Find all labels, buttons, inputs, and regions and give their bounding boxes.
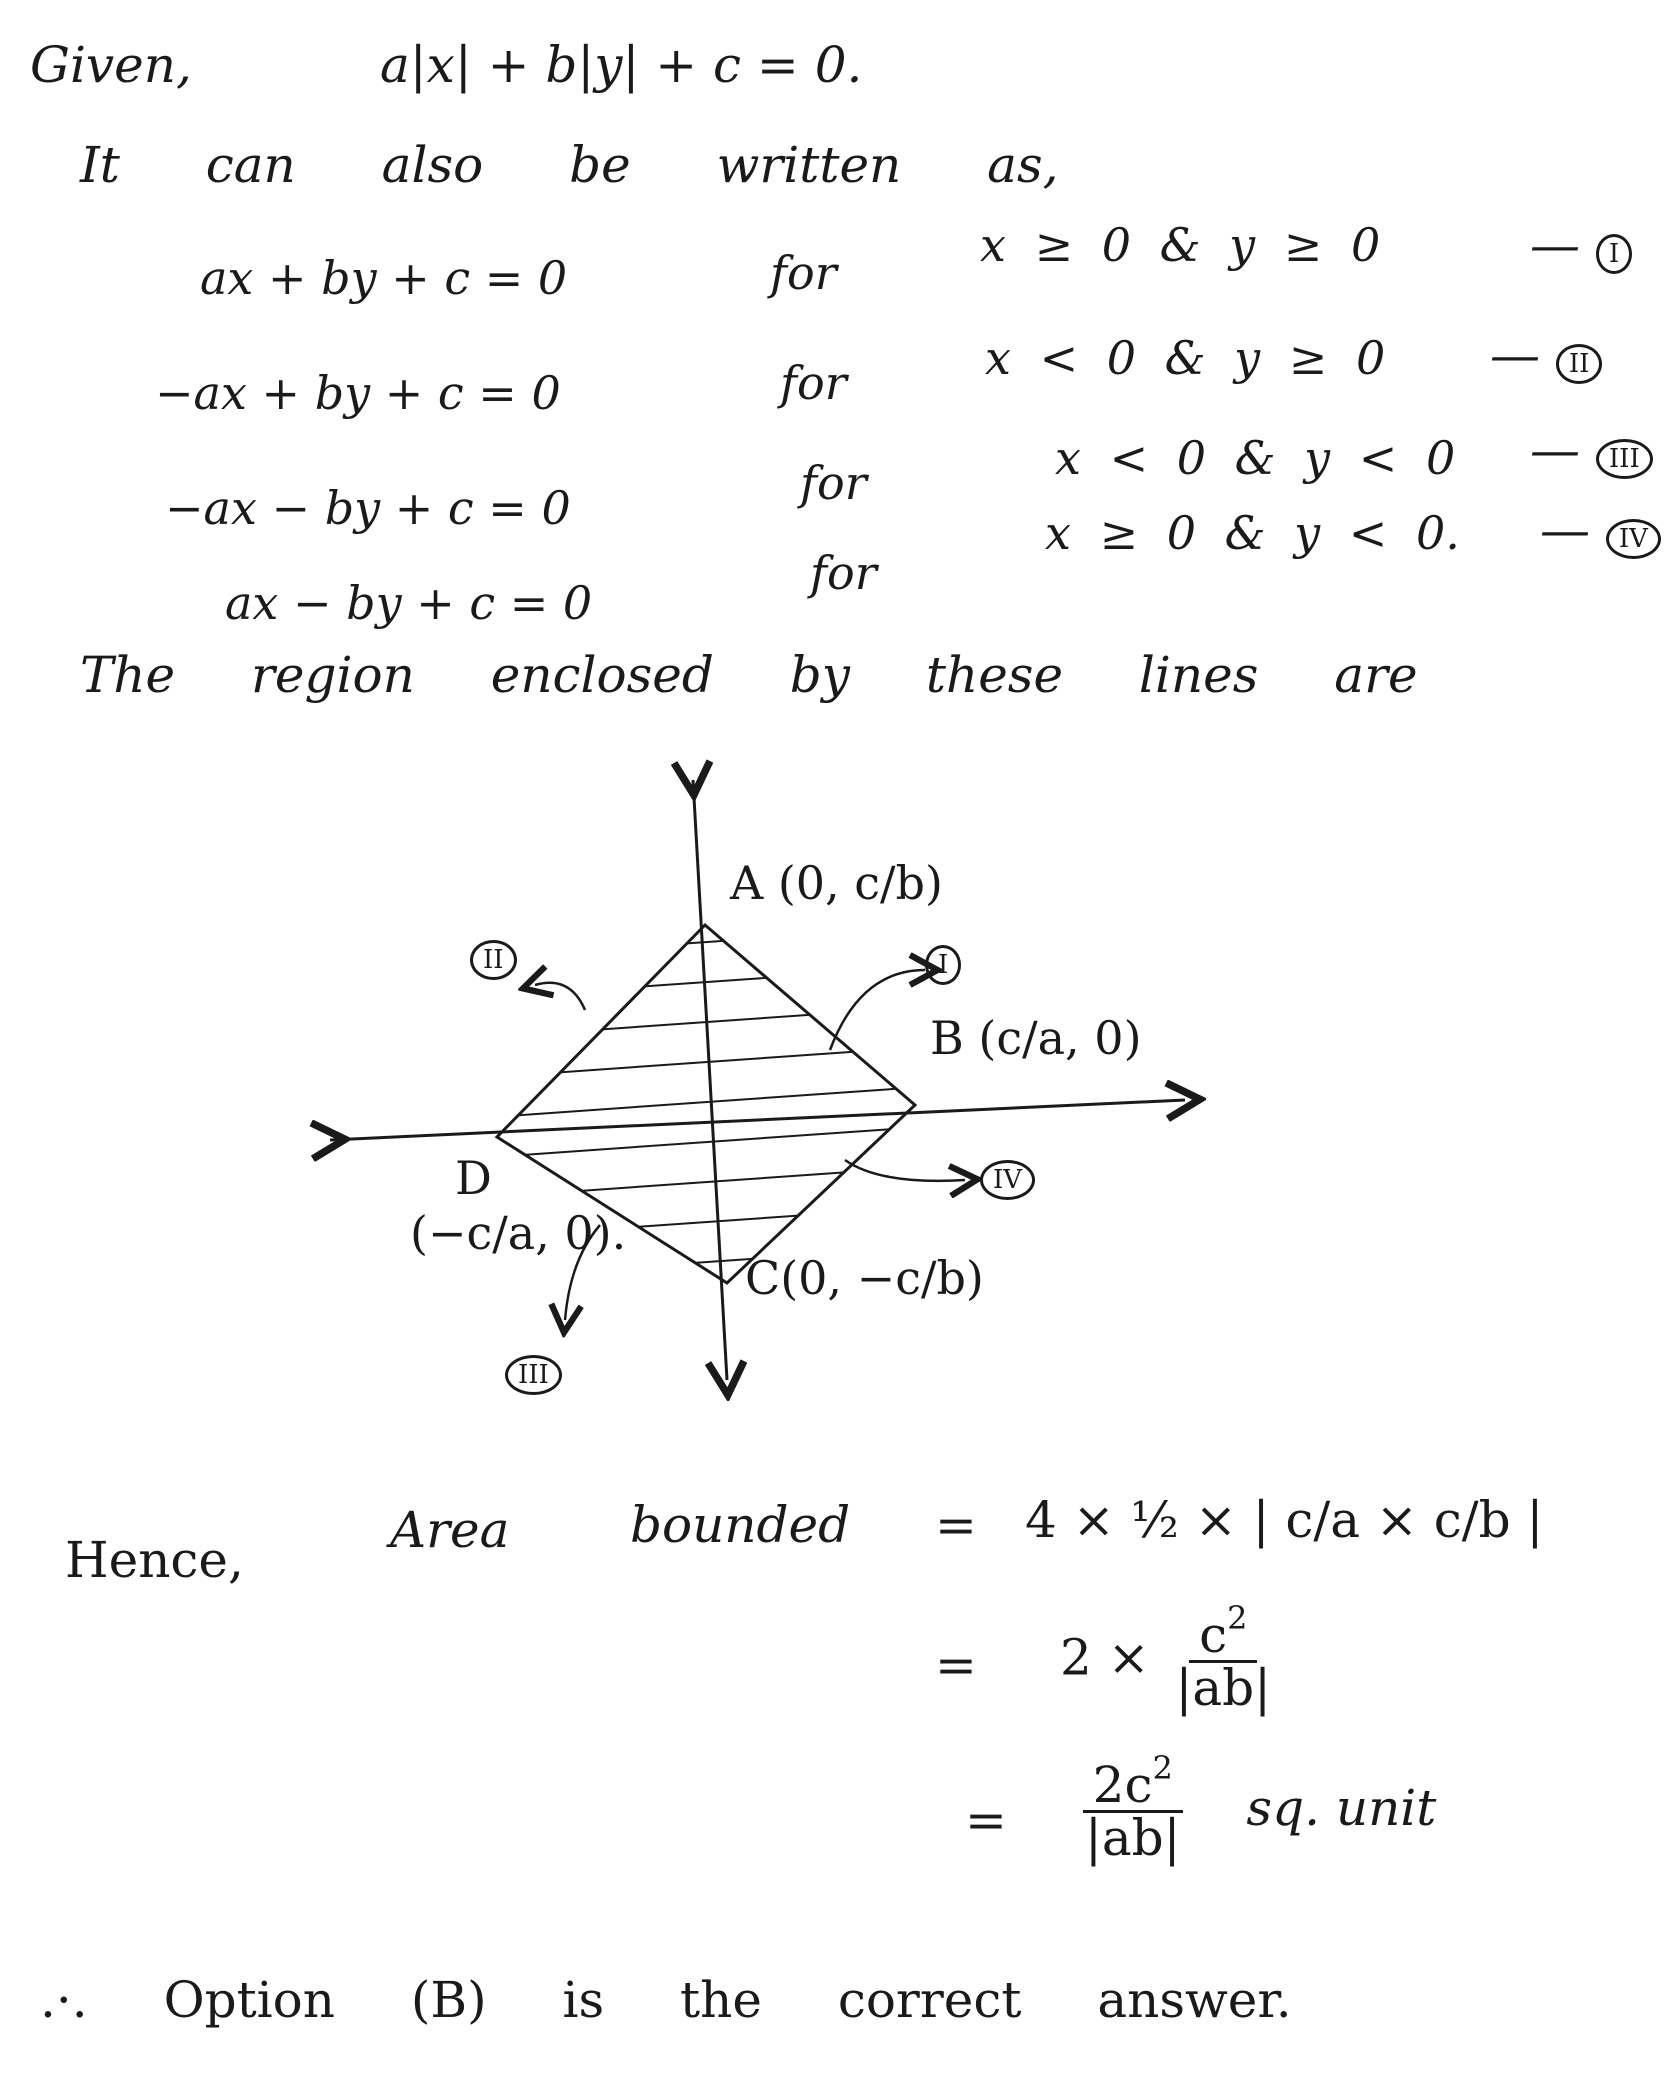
x-axis: [330, 1100, 1185, 1140]
step3-exp: 2: [1152, 1749, 1173, 1787]
step2-den: |ab|: [1175, 1659, 1272, 1717]
case-2-tag: — II: [1490, 330, 1602, 384]
step3-fraction: [1075, 1749, 1191, 1867]
case-2-for: for: [780, 356, 847, 410]
case-3-for: for: [800, 456, 867, 510]
case-3-tag: — III: [1530, 425, 1653, 479]
case-4-for: for: [810, 546, 877, 600]
step2-exp: 2: [1227, 1599, 1248, 1637]
region-label-III: III: [505, 1355, 562, 1395]
area-step-1: 4 × ½ × | c/a × c/b |: [1025, 1491, 1544, 1549]
region-label-II: II: [470, 940, 517, 980]
point-C-label: C(0, −c/b): [745, 1251, 984, 1305]
equals-1: =: [935, 1496, 977, 1554]
arrow-to-I: [830, 970, 925, 1050]
area-step-2: [1060, 1599, 1281, 1717]
case-3-condition: x < 0 & y < 0: [1055, 431, 1456, 485]
step2-left: 2 ×: [1060, 1628, 1150, 1687]
equals-3: =: [965, 1791, 1007, 1849]
point-B-label: B (c/a, 0): [930, 1011, 1142, 1065]
step2-num: c: [1199, 1606, 1228, 1664]
region-text: The region enclosed by these lines are: [80, 646, 1418, 704]
step2-fraction: [1166, 1599, 1282, 1717]
case-4-equation: ax − by + c = 0: [225, 576, 593, 630]
step3-num: 2c: [1092, 1756, 1153, 1814]
point-A-label: A (0, c/b): [730, 856, 943, 910]
given-label: Given,: [30, 36, 192, 94]
arrow-to-IV: [845, 1160, 965, 1181]
unit-label: sq. unit: [1246, 1778, 1437, 1837]
y-axis: [693, 780, 727, 1380]
case-2-equation: −ax + by + c = 0: [155, 366, 561, 420]
equals-2: =: [935, 1636, 977, 1694]
point-D-coord: (−c/a, 0).: [410, 1206, 627, 1260]
case-4-condition: x ≥ 0 & y < 0.: [1045, 506, 1460, 560]
area-step-3: [1075, 1749, 1437, 1867]
given-equation: a|x| + b|y| + c = 0.: [380, 36, 863, 94]
hence-label: Hence,: [65, 1531, 244, 1589]
case-3-equation: −ax − by + c = 0: [165, 481, 571, 535]
case-4-tag: — IV: [1540, 505, 1661, 559]
bounded-word: bounded: [630, 1496, 851, 1554]
step3-den: |ab|: [1085, 1809, 1181, 1867]
area-word: Area: [390, 1501, 510, 1559]
case-1-for: for: [770, 246, 837, 300]
case-1-condition: x ≥ 0 & y ≥ 0: [980, 218, 1381, 272]
case-1-tag: — I: [1530, 220, 1632, 274]
point-D-letter: D: [455, 1151, 492, 1205]
arrow-to-II: [535, 983, 585, 1010]
also-written-text: It can also be written as,: [80, 136, 1059, 194]
case-1-equation: ax + by + c = 0: [200, 251, 568, 305]
region-label-IV: IV: [980, 1160, 1035, 1200]
region-label-I: I: [925, 945, 961, 985]
conclusion-text: .·. Option (B) is the correct answer.: [40, 1971, 1292, 2029]
case-2-condition: x < 0 & y ≥ 0: [985, 331, 1386, 385]
